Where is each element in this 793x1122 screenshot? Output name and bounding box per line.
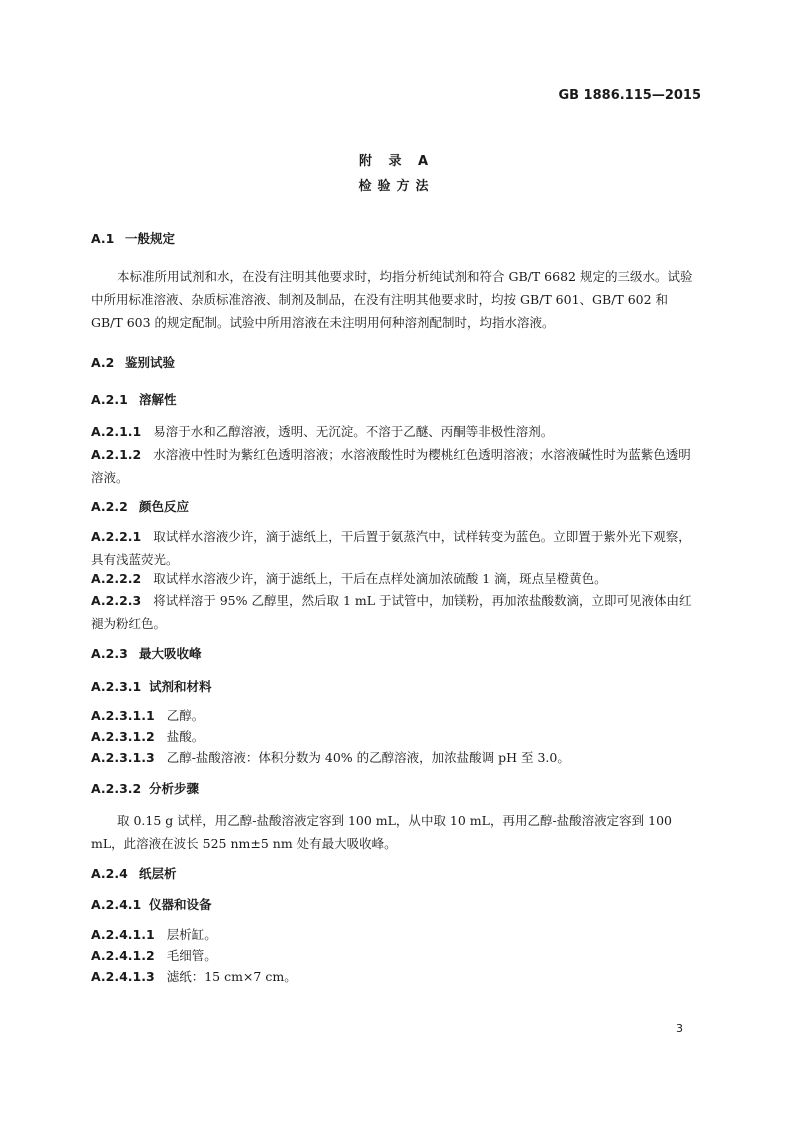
- section-heading: [91, 229, 175, 247]
- section-heading: [91, 779, 199, 797]
- section-number: A.2.3.2: [91, 781, 142, 796]
- section-title: 仪器和设备: [149, 897, 212, 912]
- section-title: 纸层析: [139, 866, 177, 881]
- clause-text: 取试样水溶液少许，滴于滤纸上，干后在点样处滴加浓硫酸 1 滴，斑点呈橙黄色。: [153, 571, 607, 586]
- clause-text: 易溶于水和乙醇溶液，透明、无沉淀。不溶于乙醚、丙酮等非极性溶剂。: [153, 424, 554, 439]
- clause-number: A.2.3.1.1: [91, 708, 155, 723]
- clause: [91, 525, 703, 571]
- clause: [91, 944, 703, 967]
- paragraph: 取 0.15 g 试样，用乙醇-盐酸溶液定容到 100 mL，从中取 10 mL，再用乙醇-盐酸溶液定容到 100 mL，此溶液在波长 525 nm±5 nm 处有最大吸收峰。: [91, 813, 673, 851]
- clause-text: 取试样水溶液少许，滴于滤纸上，干后置于氨蒸汽中，试样转变为蓝色。立即置于紫外光下观察，具有浅蓝荧光。: [91, 529, 691, 567]
- clause-text: 盐酸。: [166, 729, 205, 744]
- section-heading: [91, 864, 177, 882]
- clause-number: A.2.4.1.2: [91, 948, 155, 963]
- clause: [91, 589, 703, 635]
- section-title: 最大吸收峰: [139, 646, 202, 661]
- clause-number: A.2.4.1.1: [91, 927, 155, 942]
- section-title: 溶解性: [139, 392, 177, 407]
- clause: [91, 725, 703, 748]
- clause-number: A.2.2.2: [91, 571, 142, 586]
- clause-number: A.2.1.2: [91, 447, 142, 462]
- section-heading: [91, 497, 189, 515]
- section-number: A.2.3.1: [91, 679, 142, 694]
- clause-number: A.2.1.1: [91, 424, 142, 439]
- section-number: A.2.4: [91, 866, 128, 881]
- clause-text: 乙醇。: [166, 708, 205, 723]
- clause-text: 将试样溶于 95% 乙醇里，然后取 1 mL 于试管中，加镁粉，再加浓盐酸数滴，立即可见液体由红褪为粉红色。: [91, 593, 692, 631]
- clause-text: 乙醇-盐酸溶液：体积分数为 40% 的乙醇溶液，加浓盐酸调 pH 至 3.0。: [166, 750, 570, 765]
- section-title: 颜色反应: [139, 499, 190, 514]
- clause: [91, 746, 703, 769]
- section-heading: [91, 677, 212, 695]
- clause-number: A.2.2.1: [91, 529, 142, 544]
- clause-text: 水溶液中性时为紫红色透明溶液；水溶液酸性时为樱桃红色透明溶液；水溶液碱性时为蓝紫色透明溶液。: [91, 447, 691, 485]
- section-number: A.2.2: [91, 499, 128, 514]
- clause: [91, 443, 703, 489]
- appendix-title: 附 录 A: [358, 154, 435, 169]
- section-number: A.2.3: [91, 646, 128, 661]
- page-number: 3: [676, 1022, 683, 1035]
- section-title: 试剂和材料: [149, 679, 212, 694]
- clause-number: A.2.3.1.2: [91, 729, 155, 744]
- clause: [91, 923, 703, 946]
- clause-number: A.2.3.1.3: [91, 750, 155, 765]
- section-title: 鉴别试验: [125, 355, 176, 370]
- section-number: A.2: [91, 355, 115, 370]
- clause-number: A.2.4.1.3: [91, 969, 155, 984]
- clause: [91, 420, 703, 443]
- clause: [91, 704, 703, 727]
- section-number: A.1: [91, 231, 115, 246]
- section-heading: [91, 390, 177, 408]
- clause: [91, 965, 703, 988]
- clause: [91, 567, 703, 590]
- clause-text: 滤纸：15 cm×7 cm。: [166, 969, 297, 984]
- section-heading: [91, 644, 202, 662]
- section-title: 分析步骤: [149, 781, 200, 796]
- clause-text: 层析缸。: [166, 927, 217, 942]
- section-number: A.2.4.1: [91, 897, 142, 912]
- section-title: 一般规定: [125, 231, 176, 246]
- paragraph: 本标准所用试剂和水，在没有注明其他要求时，均指分析纯试剂和符合 GB/T 6682 规定的三级水。试验中所用标准溶液、杂质标准溶液、制剂及制品，在没有注明其他要求时，均按 GB/T 601、GB/T 602 和 GB/T 603 的规定配制。试验中所用溶液在未注明用何种溶剂配制时，均指水溶液。: [91, 269, 693, 330]
- section-heading: [91, 895, 212, 913]
- standard-number: GB 1886.115—2015: [558, 88, 701, 103]
- section-number: A.2.1: [91, 392, 128, 407]
- clause-number: A.2.2.3: [91, 593, 142, 608]
- section-heading: [91, 353, 175, 371]
- appendix-subtitle: 检验方法: [358, 179, 435, 194]
- clause-text: 毛细管。: [166, 948, 217, 963]
